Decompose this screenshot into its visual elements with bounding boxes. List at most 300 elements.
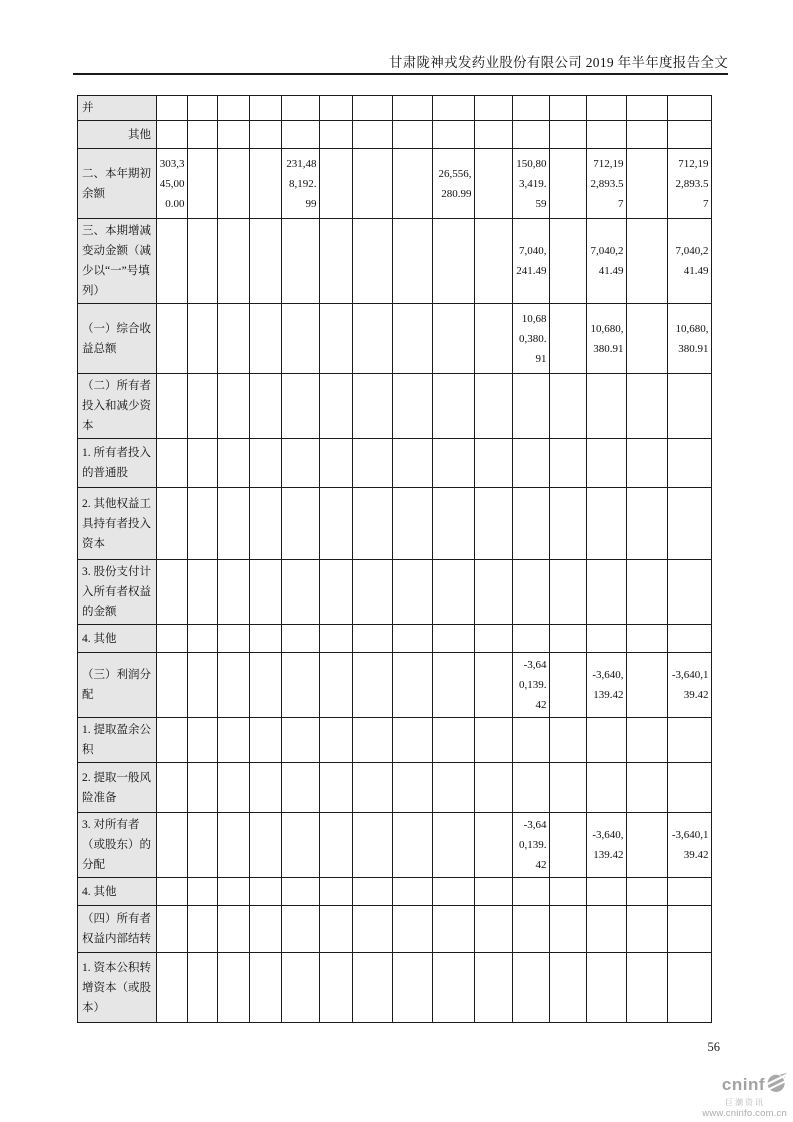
table-cell: [353, 560, 393, 625]
table-cell: [668, 653, 712, 718]
table-cell: [433, 374, 475, 439]
table-cell: [668, 953, 712, 1023]
table-cell: [282, 149, 320, 219]
row-label-cell: [78, 763, 157, 813]
table-cell: [353, 763, 393, 813]
table-cell: [320, 718, 353, 763]
table-cell: [188, 953, 218, 1023]
table-cell: [218, 560, 250, 625]
table-cell: [475, 121, 513, 149]
row-label: 1. 所有者投入的普通股: [82, 447, 151, 479]
table-cell: [475, 304, 513, 374]
table-cell: [668, 96, 712, 121]
table-cell: [475, 763, 513, 813]
table-cell: [157, 96, 188, 121]
table-cell: [188, 718, 218, 763]
row-label-cell: [78, 813, 157, 878]
cell-value: 26,556,280.99: [438, 167, 472, 200]
table-cell: [157, 718, 188, 763]
table-row: [78, 304, 712, 374]
table-row: [78, 763, 712, 813]
table-cell: [250, 374, 282, 439]
table-cell: [627, 953, 668, 1023]
table-cell: [433, 763, 475, 813]
table-cell: [393, 763, 433, 813]
table-cell: [475, 813, 513, 878]
table-cell: [282, 121, 320, 149]
table-cell: [513, 953, 550, 1023]
cninfo-url: www.cninfo.com.cn: [702, 1108, 787, 1119]
table-cell: [668, 149, 712, 219]
table-row: [78, 560, 712, 625]
table-cell: [320, 304, 353, 374]
row-label: （三）利润分配: [82, 669, 151, 701]
table-cell: [353, 439, 393, 488]
table-cell: [393, 374, 433, 439]
table-cell: [550, 653, 587, 718]
table-cell: [433, 121, 475, 149]
table-cell: [188, 560, 218, 625]
table-cell: [218, 96, 250, 121]
table-cell: [393, 149, 433, 219]
table-cell: [550, 121, 587, 149]
table-cell: [433, 439, 475, 488]
row-label-cell: [78, 219, 157, 304]
table-cell: [218, 718, 250, 763]
table-cell: [668, 304, 712, 374]
cell-value: 7,040,241.49: [590, 245, 624, 277]
cell-value: 712,192,893.57: [675, 157, 709, 210]
table-cell: [218, 953, 250, 1023]
table-cell: [433, 718, 475, 763]
table-cell: [188, 439, 218, 488]
table-cell: [587, 121, 627, 149]
table-row: [78, 813, 712, 878]
cell-value: 7,040,241.49: [675, 245, 709, 277]
table-cell: [550, 560, 587, 625]
table-cell: [433, 219, 475, 304]
table-cell: [157, 374, 188, 439]
table-cell: [250, 219, 282, 304]
table-cell: [157, 439, 188, 488]
table-cell: [587, 439, 627, 488]
table-cell: [433, 488, 475, 560]
cell-value: 10,680,380.91: [590, 322, 624, 355]
table-cell: [627, 560, 668, 625]
table-cell: [550, 149, 587, 219]
table-cell: [587, 488, 627, 560]
table-cell: [282, 878, 320, 906]
table-cell: [627, 149, 668, 219]
table-cell: [587, 219, 627, 304]
table-cell: [513, 304, 550, 374]
table-cell: [250, 906, 282, 953]
table-cell: [627, 374, 668, 439]
table-cell: [188, 121, 218, 149]
cell-value: -3,640,139.42: [671, 829, 709, 861]
table-cell: [393, 219, 433, 304]
table-cell: [188, 653, 218, 718]
table-cell: [433, 96, 475, 121]
table-cell: [188, 219, 218, 304]
row-label: 2. 其他权益工具持有者投入资本: [82, 497, 151, 550]
table-cell: [320, 953, 353, 1023]
table-cell: [668, 763, 712, 813]
table-cell: [627, 488, 668, 560]
table-cell: [668, 878, 712, 906]
table-cell: [513, 560, 550, 625]
table-cell: [550, 953, 587, 1023]
table-cell: [157, 906, 188, 953]
table-cell: [475, 560, 513, 625]
table-cell: [433, 813, 475, 878]
table-cell: [393, 653, 433, 718]
table-cell: [250, 763, 282, 813]
table-cell: [668, 560, 712, 625]
row-label-cell: [78, 121, 157, 149]
row-label: （二）所有者投入和减少资本: [82, 380, 151, 432]
document-header-title: 甘肃陇神戎发药业股份有限公司 2019 年半年度报告全文: [388, 55, 728, 70]
table-cell: [550, 906, 587, 953]
table-cell: [475, 488, 513, 560]
table-cell: [320, 560, 353, 625]
table-cell: [627, 878, 668, 906]
table-cell: [550, 439, 587, 488]
row-label-cell: [78, 488, 157, 560]
table-cell: [218, 121, 250, 149]
statement-of-changes-in-equity-table: [77, 95, 712, 1023]
table-cell: [218, 906, 250, 953]
table-row: [78, 906, 712, 953]
row-label-cell: [78, 718, 157, 763]
table-cell: [320, 149, 353, 219]
table-cell: [587, 878, 627, 906]
table-cell: [587, 304, 627, 374]
table-cell: [513, 906, 550, 953]
table-cell: [627, 439, 668, 488]
cell-value: -3,640,139.42: [519, 659, 547, 711]
table-cell: [433, 625, 475, 653]
table-cell: [475, 906, 513, 953]
table-cell: [513, 96, 550, 121]
cninfo-swirl-icon: [766, 1072, 787, 1097]
table-cell: [475, 439, 513, 488]
table-cell: [282, 718, 320, 763]
table-cell: [188, 763, 218, 813]
table-cell: [218, 439, 250, 488]
row-label-cell: [78, 625, 157, 653]
table-cell: [587, 560, 627, 625]
row-label: 3. 对所有者（或股东）的分配: [82, 819, 151, 871]
table-cell: [282, 374, 320, 439]
table-cell: [475, 878, 513, 906]
table-cell: [627, 813, 668, 878]
table-cell: [157, 763, 188, 813]
table-cell: [320, 219, 353, 304]
table-cell: [282, 763, 320, 813]
table-cell: [320, 813, 353, 878]
table-cell: [587, 653, 627, 718]
table-cell: [475, 718, 513, 763]
row-label: 三、本期增减变动金额（减少以“一”号填列）: [82, 225, 151, 297]
cninfo-brand-text: cninf: [721, 1075, 765, 1094]
table-cell: [513, 121, 550, 149]
cell-value: -3,640,139.42: [519, 819, 547, 871]
cell-value: 10,680,380.91: [519, 312, 547, 365]
table-cell: [513, 813, 550, 878]
header-rule: [73, 73, 728, 75]
table-cell: [218, 219, 250, 304]
table-cell: [320, 878, 353, 906]
table-cell: [157, 121, 188, 149]
table-cell: [218, 878, 250, 906]
table-cell: [587, 953, 627, 1023]
table-cell: [157, 219, 188, 304]
table-cell: [218, 763, 250, 813]
row-label: 其他: [128, 128, 151, 141]
row-label-cell: [78, 96, 157, 121]
table-cell: [513, 219, 550, 304]
table-cell: [433, 653, 475, 718]
table-cell: [353, 96, 393, 121]
table-cell: [353, 625, 393, 653]
table-cell: [353, 653, 393, 718]
table-row: [78, 219, 712, 304]
cell-value: 10,680,380.91: [675, 322, 709, 355]
table-cell: [218, 813, 250, 878]
table-cell: [250, 121, 282, 149]
table-cell: [218, 488, 250, 560]
table-cell: [668, 813, 712, 878]
table-cell: [668, 625, 712, 653]
table-cell: [282, 439, 320, 488]
table-cell: [433, 304, 475, 374]
table-cell: [157, 560, 188, 625]
table-cell: [282, 625, 320, 653]
table-cell: [393, 439, 433, 488]
table-cell: [550, 813, 587, 878]
table-row: [78, 439, 712, 488]
table-cell: [513, 718, 550, 763]
table-cell: [188, 304, 218, 374]
table-cell: [513, 374, 550, 439]
table-cell: [393, 718, 433, 763]
table-cell: [250, 953, 282, 1023]
table-cell: [668, 439, 712, 488]
table-cell: [475, 149, 513, 219]
table-cell: [513, 488, 550, 560]
table-cell: [250, 149, 282, 219]
table-cell: [157, 878, 188, 906]
table-cell: [393, 96, 433, 121]
table-cell: [587, 718, 627, 763]
table-cell: [550, 374, 587, 439]
table-cell: [627, 304, 668, 374]
table-cell: [320, 374, 353, 439]
table-cell: [353, 219, 393, 304]
table-cell: [250, 560, 282, 625]
table-cell: [587, 625, 627, 653]
table-cell: [668, 121, 712, 149]
row-label: 2. 提取一般风险准备: [82, 771, 151, 804]
table-cell: [250, 653, 282, 718]
table-cell: [282, 219, 320, 304]
table-cell: [353, 878, 393, 906]
table-cell: [513, 625, 550, 653]
table-cell: [157, 304, 188, 374]
table-cell: [157, 813, 188, 878]
table-cell: [320, 625, 353, 653]
row-label-cell: [78, 906, 157, 953]
table-cell: [393, 488, 433, 560]
table-cell: [218, 374, 250, 439]
table-cell: [627, 906, 668, 953]
table-cell: [282, 953, 320, 1023]
table-cell: [627, 653, 668, 718]
table-row: [78, 121, 712, 149]
table-cell: [393, 560, 433, 625]
table-cell: [250, 813, 282, 878]
table-cell: [320, 653, 353, 718]
table-cell: [587, 813, 627, 878]
table-cell: [250, 96, 282, 121]
table-cell: [157, 953, 188, 1023]
table-cell: [668, 374, 712, 439]
table-cell: [218, 304, 250, 374]
cell-value: 150,803,419.59: [516, 157, 547, 210]
table-cell: [353, 718, 393, 763]
table-cell: [550, 878, 587, 906]
table-cell: [282, 560, 320, 625]
table-cell: [550, 488, 587, 560]
table-cell: [250, 439, 282, 488]
table-cell: [282, 906, 320, 953]
table-cell: [475, 625, 513, 653]
table-cell: [320, 121, 353, 149]
table-cell: [668, 219, 712, 304]
table-cell: [550, 96, 587, 121]
table-cell: [513, 653, 550, 718]
table-cell: [188, 488, 218, 560]
table-cell: [433, 560, 475, 625]
page-number: 56: [707, 1040, 720, 1054]
table-cell: [353, 906, 393, 953]
table-cell: [627, 763, 668, 813]
table-cell: [587, 149, 627, 219]
table-cell: [550, 304, 587, 374]
table-cell: [353, 953, 393, 1023]
table-cell: [157, 625, 188, 653]
table-cell: [433, 953, 475, 1023]
table-cell: [250, 488, 282, 560]
table-cell: [188, 813, 218, 878]
cell-value: -3,640,139.42: [592, 669, 624, 701]
row-label: （一）综合收益总额: [82, 322, 151, 355]
row-label: 4. 其他: [82, 885, 117, 898]
table-cell: [218, 625, 250, 653]
table-row: [78, 149, 712, 219]
table-cell: [513, 439, 550, 488]
table-cell: [157, 653, 188, 718]
table-cell: [587, 763, 627, 813]
row-label-cell: [78, 374, 157, 439]
table-cell: [250, 625, 282, 653]
table-cell: [550, 718, 587, 763]
row-label-cell: [78, 149, 157, 219]
table-cell: [282, 813, 320, 878]
table-cell: [433, 878, 475, 906]
table-cell: [668, 488, 712, 560]
table-cell: [475, 219, 513, 304]
row-label: 二、本年期初余额: [82, 167, 151, 200]
table-cell: [353, 121, 393, 149]
table-cell: [188, 625, 218, 653]
table-cell: [188, 906, 218, 953]
table-cell: [282, 96, 320, 121]
table-cell: [353, 374, 393, 439]
cninfo-chinese-name: 巨潮资讯: [725, 1098, 765, 1107]
table-cell: [668, 718, 712, 763]
table-cell: [393, 625, 433, 653]
cninfo-watermark: [667, 1072, 787, 1119]
cell-value: 7,040,241.49: [516, 245, 547, 277]
table-row: [78, 488, 712, 560]
row-label-cell: [78, 653, 157, 718]
row-label: （四）所有者权益内部结转: [82, 913, 151, 945]
table-cell: [282, 488, 320, 560]
table-cell: [157, 149, 188, 219]
table-cell: [320, 439, 353, 488]
table-cell: [353, 304, 393, 374]
table-cell: [513, 149, 550, 219]
row-label: 1. 提取盈余公积: [82, 724, 151, 756]
row-label-cell: [78, 878, 157, 906]
row-label: 3. 股份支付计入所有者权益的金额: [82, 566, 151, 618]
row-label: 1. 资本公积转增资本（或股本）: [82, 961, 151, 1014]
cell-value: -3,640,139.42: [671, 669, 709, 701]
table-row: [78, 953, 712, 1023]
table-cell: [320, 96, 353, 121]
table-row: [78, 374, 712, 439]
table-cell: [188, 149, 218, 219]
table-cell: [433, 906, 475, 953]
table-cell: [218, 653, 250, 718]
table-cell: [433, 149, 475, 219]
table-cell: [282, 304, 320, 374]
table-cell: [627, 96, 668, 121]
table-cell: [353, 488, 393, 560]
table-cell: [627, 625, 668, 653]
table-cell: [393, 304, 433, 374]
table-cell: [393, 121, 433, 149]
table-row: [78, 96, 712, 121]
table-cell: [513, 763, 550, 813]
table-cell: [627, 219, 668, 304]
table-cell: [587, 906, 627, 953]
table-cell: [627, 718, 668, 763]
table-cell: [353, 149, 393, 219]
table-cell: [627, 121, 668, 149]
table-cell: [320, 488, 353, 560]
table-cell: [475, 96, 513, 121]
table-cell: [250, 878, 282, 906]
cell-value: -3,640,139.42: [592, 829, 624, 861]
table-cell: [250, 718, 282, 763]
table-cell: [513, 878, 550, 906]
table-cell: [587, 96, 627, 121]
table-cell: [320, 906, 353, 953]
table-cell: [250, 304, 282, 374]
